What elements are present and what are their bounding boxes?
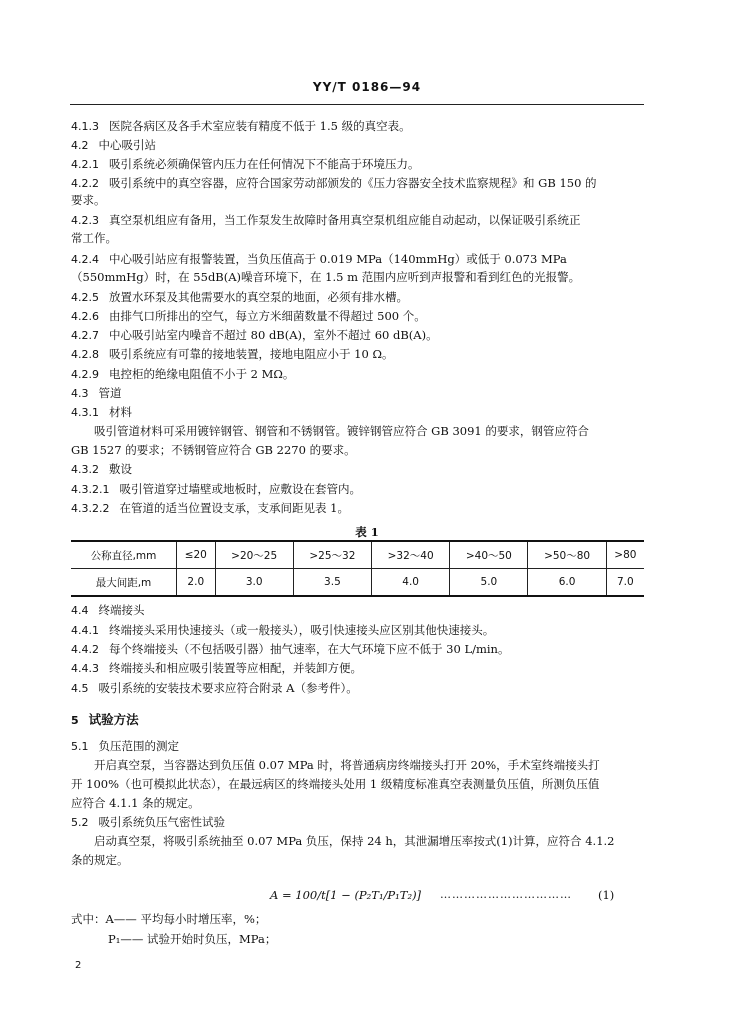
table-cell: >40～50 xyxy=(450,541,528,569)
clause-4-2-2-cont: 要求。 xyxy=(71,193,106,207)
clause-4-4: 4.4 终端接头 xyxy=(71,603,145,617)
clause-5-1: 5.1 负压范围的测定 xyxy=(71,739,179,753)
section-5-title: 5 试验方法 xyxy=(71,712,139,727)
table-cell: 7.0 xyxy=(606,569,644,597)
clause-4-2-4-cont: （550mmHg）时，在 55dB(A)噪音环境下，在 1.5 m 范围内应听到声报警和看到红色的光报警。 xyxy=(71,270,581,284)
table-cell: >32～40 xyxy=(372,541,450,569)
table-cell: 6.0 xyxy=(528,569,606,597)
clause-4-4-2: 4.4.2 每个终端接头（不包括吸引器）抽气速率，在大气环境下应不低于 30 L/min。 xyxy=(71,642,510,656)
clause-4-3-2: 4.3.2 敷设 xyxy=(71,462,132,476)
table-cell: 2.0 xyxy=(177,569,216,597)
formula-number: (1) xyxy=(598,888,615,902)
clause-4-2-3-cont: 常工作。 xyxy=(71,231,117,245)
clause-4-3: 4.3 管道 xyxy=(71,386,122,400)
table-cell: 5.0 xyxy=(450,569,528,597)
table-row xyxy=(71,569,644,597)
clause-4-5: 4.5 吸引系统的安装技术要求应符合附录 A（参考件）。 xyxy=(71,681,358,695)
clause-4-4-1: 4.4.1 终端接头采用快速接头（或一般接头），吸引快速接头应区别其他快速接头。 xyxy=(71,623,495,637)
clause-4-2-6: 4.2.6 由排气口所排出的空气，每立方米细菌数量不得超过 500 个。 xyxy=(71,309,426,323)
clause-4-2-9: 4.2.9 电控柜的绝缘电阻值不小于 2 MΩ。 xyxy=(71,367,295,381)
where-line-a: 式中：A—— 平均每小时增压率，%； xyxy=(71,912,267,926)
table-cell: ≤20 xyxy=(177,541,216,569)
table-caption: 表 1 xyxy=(355,525,379,539)
clause-4-2-8: 4.2.8 吸引系统应有可靠的接地装置，接地电阻应小于 10 Ω。 xyxy=(71,347,394,361)
clause-4-3-1: 4.3.1 材料 xyxy=(71,405,132,419)
clause-5-1-body-cont2: 应符合 4.1.1 条的规定。 xyxy=(71,796,200,810)
clause-5-1-body: 开启真空泵，当容器达到负压值 0.07 MPa 时，将普通病房终端接头打开 20%，手术室终端接头打 xyxy=(94,758,600,772)
clause-4-2-2: 4.2.2 吸引系统中的真空容器，应符合国家劳动部颁发的《压力容器安全技术监察规程》和 GB 150 的 xyxy=(71,176,597,190)
standard-header: YY/T 0186—94 xyxy=(312,80,422,94)
clause-4-2-7: 4.2.7 中心吸引站室内噪音不超过 80 dB(A)，室外不超过 60 dB(A)。 xyxy=(71,328,438,342)
clause-4-3-1-body-cont: GB 1527 的要求；不锈钢管应符合 GB 2270 的要求。 xyxy=(71,443,356,457)
clause-4-2: 4.2 中心吸引站 xyxy=(71,138,156,152)
table-row-label: 公称直径,mm xyxy=(71,541,177,569)
clause-4-2-3: 4.2.3 真空泵机组应有备用，当工作泵发生故障时备用真空泵机组应能自动起动，以保证吸引系统正 xyxy=(71,213,581,227)
clause-5-2-body-cont: 条的规定。 xyxy=(71,853,129,867)
clause-4-4-3: 4.4.3 终端接头和相应吸引装置等应相配，并装卸方便。 xyxy=(71,661,362,675)
table-cell: 4.0 xyxy=(372,569,450,597)
table-cell: >50～80 xyxy=(528,541,606,569)
formula-leader-dots: …………………………… xyxy=(440,888,572,901)
formula-1: A = 100/t[1 − (P₂T₁/P₁T₂)] xyxy=(270,888,422,902)
header-rule xyxy=(70,104,644,105)
page-number: 2 xyxy=(75,960,82,971)
table-cell: >80 xyxy=(606,541,644,569)
table-cell: >20～25 xyxy=(215,541,293,569)
clause-5-2: 5.2 吸引系统负压气密性试验 xyxy=(71,815,225,829)
table-row-label: 最大间距,m xyxy=(71,569,177,597)
clause-4-2-1: 4.2.1 吸引系统必须确保管内压力在任何情况下不能高于环境压力。 xyxy=(71,157,420,171)
clause-4-1-3: 4.1.3 医院各病区及各手术室应装有精度不低于 1.5 级的真空表。 xyxy=(71,119,411,133)
where-line-p1: P₁—— 试验开始时负压，MPa； xyxy=(108,932,277,946)
table-row xyxy=(71,541,644,569)
clause-4-2-5: 4.2.5 放置水环泵及其他需要水的真空泵的地面，必须有排水槽。 xyxy=(71,290,408,304)
table-cell: 3.0 xyxy=(215,569,293,597)
clause-4-3-2-2: 4.3.2.2 在管道的适当位置设支承，支承间距见表 1。 xyxy=(71,501,349,515)
table-cell: >25～32 xyxy=(293,541,371,569)
clause-5-2-body: 启动真空泵，将吸引系统抽至 0.07 MPa 负压，保持 24 h，其泄漏增压率按式(1)计算，应符合 4.1.2 xyxy=(94,834,615,848)
clause-4-2-4: 4.2.4 中心吸引站应有报警装置，当负压值高于 0.019 MPa（140mmHg）或低于 0.073 MPa xyxy=(71,252,567,266)
clause-5-1-body-cont: 开 100%（也可模拟此状态），在最远病区的终端接头处用 1 级精度标准真空表测量负压值，所测负压值 xyxy=(71,777,600,791)
clause-4-3-1-body: 吸引管道材料可采用镀锌钢管、钢管和不锈钢管。镀锌钢管应符合 GB 3091 的要求，钢管应符合 xyxy=(94,424,589,438)
support-spacing-table xyxy=(71,540,644,597)
table-cell: 3.5 xyxy=(293,569,371,597)
clause-4-3-2-1: 4.3.2.1 吸引管道穿过墙壁或地板时，应敷设在套管内。 xyxy=(71,482,361,496)
